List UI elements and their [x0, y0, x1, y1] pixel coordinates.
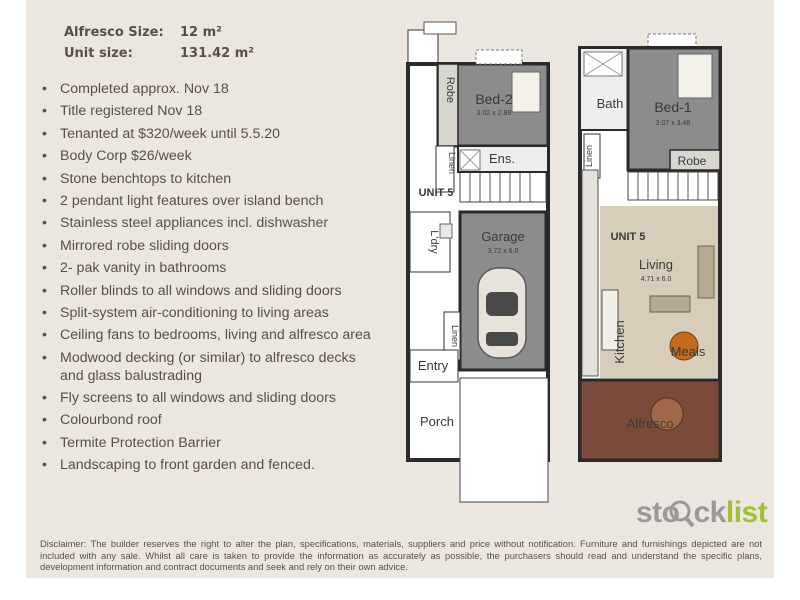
- feature-item: • Termite Protection Barrier: [40, 434, 380, 452]
- ground-unit-label: UNIT 5: [418, 187, 454, 199]
- bed1-bed-icon: [678, 54, 712, 98]
- feature-item: • Split-system air-conditioning to living areas: [40, 304, 380, 322]
- feature-item: • Tenanted at $320/week until 5.5.20: [40, 125, 380, 143]
- laundry-label: L'dry: [428, 230, 440, 254]
- alfresco-size-label: Alfresco Size:: [64, 25, 164, 40]
- upper-linen-label: Linen: [584, 144, 594, 168]
- ground-linen-label: Linen: [447, 151, 457, 175]
- ensuite-label: Ens.: [488, 151, 516, 166]
- car-icon: [478, 268, 526, 358]
- bed2-label: Bed-2: [475, 91, 513, 107]
- rear-yard: [408, 30, 438, 64]
- bed2-dims: 3.02 x 2.88: [476, 110, 512, 117]
- upper-stairs: [628, 172, 718, 200]
- robe-label: Robe: [444, 76, 456, 104]
- unit-size-label: Unit size:: [64, 46, 133, 61]
- bed2-bed-icon: [512, 72, 540, 112]
- kitchen-label: Kitchen: [612, 320, 627, 364]
- laundry-tub-icon: [440, 224, 452, 238]
- ground-floor-plan: [408, 22, 548, 502]
- ground-linen-lower-label: Linen: [450, 324, 460, 348]
- couch-icon: [698, 246, 714, 298]
- feature-item: • Colourbond roof: [40, 411, 380, 429]
- feature-item: • Landscaping to front garden and fenced.: [40, 456, 380, 474]
- bed2-window: [476, 50, 522, 64]
- bed1-window: [648, 34, 696, 48]
- bed1-dims: 3.07 x 3.48: [655, 120, 691, 127]
- feature-item: • Completed approx. Nov 18: [40, 80, 380, 98]
- unit-size-value: 131.42 m²: [180, 46, 254, 61]
- upper-unit-label: UNIT 5: [610, 231, 646, 243]
- stocklist-logo: [636, 496, 767, 530]
- driveway: [460, 378, 548, 502]
- feature-item: • Body Corp $26/week: [40, 147, 380, 165]
- couch-icon-2: [650, 296, 690, 312]
- alfresco-size-value: 12 m²: [180, 25, 222, 40]
- feature-item: • Fly screens to all windows and sliding doors: [40, 389, 380, 407]
- garage-label: Garage: [481, 229, 525, 244]
- feature-item: • 2 pendant light features over island bench: [40, 192, 380, 210]
- feature-item: • 2- pak vanity in bathrooms: [40, 259, 380, 277]
- rear-window: [424, 22, 456, 34]
- alfresco-label: Alfresco: [626, 416, 674, 431]
- living-label: Living: [639, 257, 673, 272]
- entry-label: Entry: [417, 358, 449, 373]
- upper-floor-plan: [580, 34, 720, 460]
- feature-item: • Roller blinds to all windows and sliding doors: [40, 282, 380, 300]
- feature-item: • Stainless steel appliances incl. dishwasher: [40, 214, 380, 232]
- living-dims: 4.71 x 6.0: [640, 276, 672, 283]
- meals-label: Meals: [670, 344, 706, 359]
- logo-text-part2: ck: [693, 496, 726, 529]
- porch-label: Porch: [420, 414, 454, 429]
- feature-item: • Ceiling fans to bedrooms, living and alfresco area: [40, 326, 380, 344]
- feature-item: • Stone benchtops to kitchen: [40, 170, 380, 188]
- kitchen-bench: [582, 170, 598, 376]
- bed1-label: Bed-1: [654, 99, 692, 115]
- logo-text-part3: list: [725, 496, 768, 529]
- feature-item: • Modwood decking (or similar) to alfresco decks and glass balustrading: [40, 349, 380, 385]
- bath-label: Bath: [596, 96, 624, 111]
- ground-stairs: [460, 172, 546, 202]
- upper-robe-label: Robe: [677, 154, 707, 168]
- logo-text-part1: sto: [636, 496, 680, 529]
- feature-item: • Mirrored robe sliding doors: [40, 237, 380, 255]
- disclaimer-text: Disclaimer: The builder reserves the right to alter the plan, specifications, materials, suppliers and price without notification. Furniture and furnishings depicted are not included with any sale. Whilst all care is taken to provide the information as accurately as possible, the purchasers should read and understand the specific plans, development information and contract documents and seek and rely on their own advice.: [40, 538, 762, 572]
- garage-dims: 3.72 x 6.0: [487, 248, 519, 255]
- feature-item: • Title registered Nov 18: [40, 102, 380, 120]
